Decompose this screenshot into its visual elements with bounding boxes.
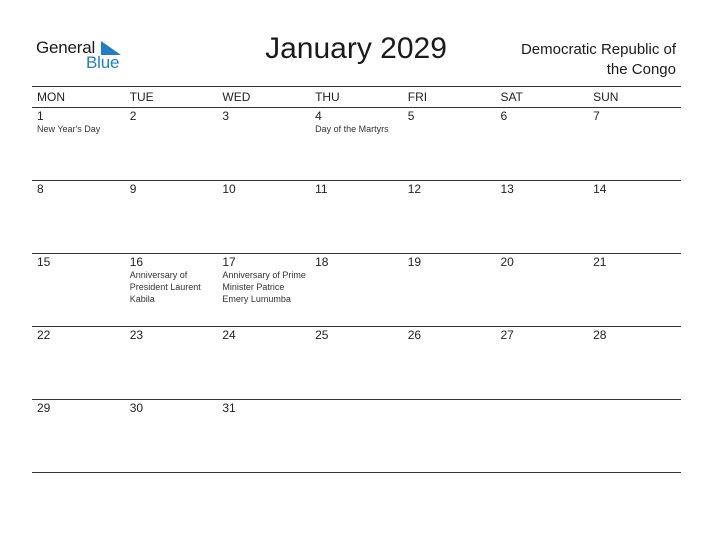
day-cell — [495, 254, 588, 326]
weekday-header: SUN — [593, 90, 619, 104]
day-number: 17 — [222, 255, 236, 269]
day-cell — [588, 181, 681, 253]
day-number: 1 — [37, 109, 44, 123]
weekday-header: SAT — [500, 90, 523, 104]
day-number: 14 — [593, 182, 607, 196]
holiday-label: Anniversary of Prime Minister Patrice Emery Lumumba — [222, 270, 306, 304]
day-cell — [32, 108, 125, 180]
day-number: 12 — [407, 182, 422, 196]
day-cell — [588, 400, 681, 472]
week-row — [32, 254, 681, 327]
day-cell — [125, 254, 218, 326]
week-row — [32, 400, 681, 473]
weeks-container — [32, 108, 681, 473]
day-cell — [310, 108, 403, 180]
day-number: 22 — [37, 328, 51, 342]
day-cell — [403, 400, 496, 472]
day-number: 5 — [407, 109, 415, 123]
calendar-grid — [32, 86, 681, 473]
day-cell — [495, 181, 588, 253]
day-cell — [125, 327, 218, 399]
day-cell — [495, 400, 588, 472]
holiday-label: New Year's Day — [37, 124, 101, 134]
day-number: 23 — [129, 328, 144, 342]
day-number: 29 — [37, 401, 51, 415]
day-number: 13 — [500, 182, 514, 196]
day-number: 30 — [129, 401, 144, 415]
day-number: 21 — [593, 255, 607, 269]
day-cell — [588, 108, 681, 180]
day-number: 18 — [315, 255, 329, 269]
calendar-title: January 2029 — [265, 32, 447, 65]
weekday-header-row — [32, 86, 681, 108]
day-cell — [588, 327, 681, 399]
day-cell — [32, 327, 125, 399]
day-number: 28 — [593, 328, 607, 342]
day-number: 8 — [37, 182, 44, 196]
day-cell — [125, 108, 218, 180]
country-line-1: Democratic Republic of — [520, 41, 676, 58]
day-number: 20 — [500, 255, 514, 269]
day-number: 26 — [407, 328, 422, 342]
week-row — [32, 327, 681, 400]
day-cell — [217, 254, 310, 326]
day-cell — [310, 400, 403, 472]
day-number: 15 — [37, 255, 51, 269]
day-number: 31 — [222, 401, 236, 415]
day-cell — [403, 254, 496, 326]
day-cell — [125, 400, 218, 472]
holiday-label: Day of the Martyrs — [315, 124, 389, 134]
day-cell — [310, 327, 403, 399]
day-number: 9 — [129, 182, 137, 196]
logo-blue-text: Blue — [86, 53, 120, 72]
day-cell — [403, 181, 496, 253]
day-number: 4 — [315, 109, 322, 123]
day-cell — [403, 108, 496, 180]
day-cell — [217, 327, 310, 399]
day-number: 2 — [129, 109, 137, 123]
day-number: 3 — [222, 109, 230, 123]
day-cell — [217, 108, 310, 180]
week-row — [32, 108, 681, 181]
day-number: 6 — [500, 109, 508, 123]
day-number: 24 — [222, 328, 236, 342]
day-number: 19 — [407, 255, 422, 269]
holiday-label: Anniversary of President Laurent Kabila — [129, 270, 201, 304]
weekday-header: MON — [37, 90, 65, 104]
weekday-header: WED — [222, 90, 251, 104]
day-cell — [403, 327, 496, 399]
country-name — [496, 40, 676, 80]
day-cell — [125, 181, 218, 253]
day-number: 16 — [129, 255, 144, 269]
generalblue-logo — [36, 38, 136, 74]
day-number: 25 — [315, 328, 329, 342]
day-cell — [217, 400, 310, 472]
day-number: 10 — [222, 182, 236, 196]
day-cell — [217, 181, 310, 253]
weekday-header: TUE — [129, 90, 154, 104]
weekday-header: THU — [315, 90, 340, 104]
day-cell — [32, 400, 125, 472]
weekday-header: FRI — [407, 90, 428, 104]
day-cell — [588, 254, 681, 326]
day-number: 11 — [315, 182, 328, 196]
day-cell — [32, 254, 125, 326]
country-line-2: the Congo — [606, 61, 676, 78]
day-cell — [310, 181, 403, 253]
day-cell — [310, 254, 403, 326]
day-number: 27 — [500, 328, 514, 342]
week-row — [32, 181, 681, 254]
logo-general-text: General — [36, 38, 96, 57]
day-cell — [32, 181, 125, 253]
day-cell — [495, 108, 588, 180]
day-cell — [495, 327, 588, 399]
day-number: 7 — [593, 109, 600, 123]
